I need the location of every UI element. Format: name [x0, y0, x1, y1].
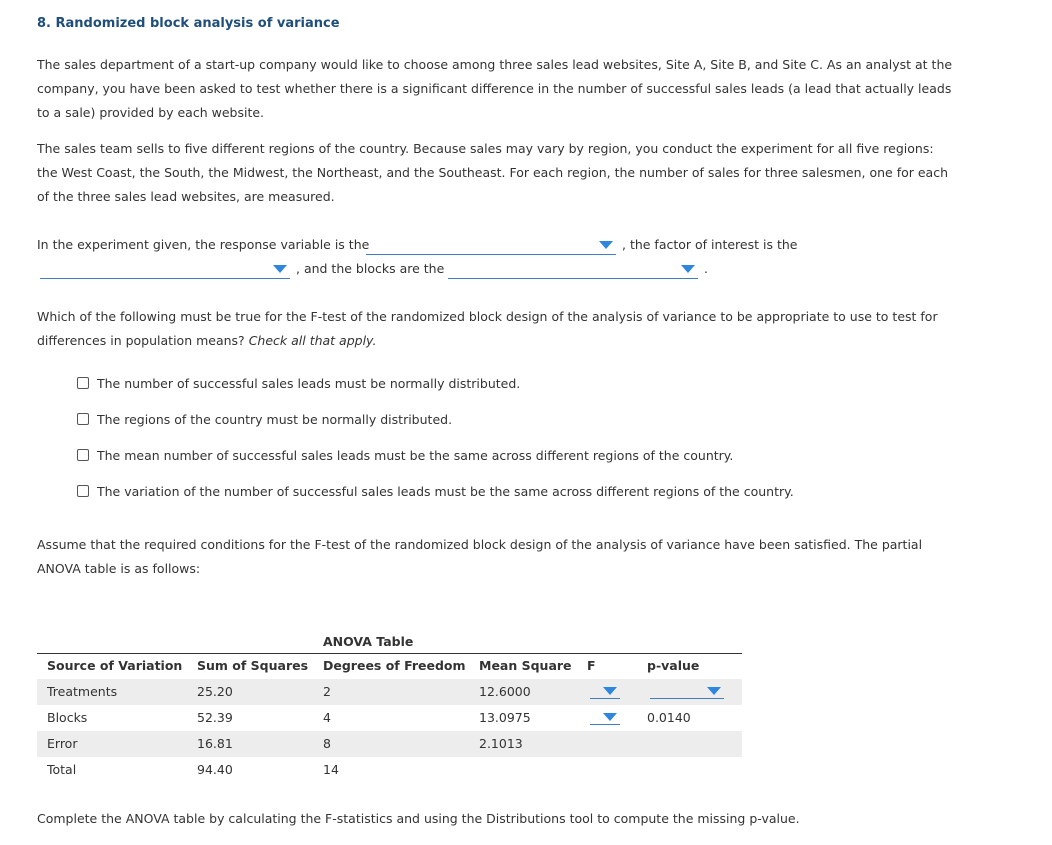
intro-paragraph-2: The sales team sells to five different regions of the country. Because sales may vary by region, you conduct the experiment for all five regions: the West Coast, the South, the Midwest, the Northeast, and the Southeast. For each region, the number of sales for three salesmen, one for each of the three sales lead websites, are measured. [37, 141, 948, 204]
cell-ss: 25.20 [197, 684, 233, 699]
header-p-value: p-value [647, 658, 700, 673]
sentence-period: . [704, 261, 708, 276]
chevron-down-icon [599, 241, 613, 249]
factor-of-interest-dropdown[interactable] [40, 260, 290, 279]
checkbox[interactable] [77, 485, 89, 497]
cell-source: Treatments [47, 684, 118, 699]
treatments-f-dropdown[interactable] [590, 682, 620, 699]
table-row [37, 705, 742, 731]
checkbox[interactable] [77, 377, 89, 389]
cell-source: Total [47, 762, 77, 777]
table-row [37, 679, 742, 705]
option-label: The regions of the country must be normally distributed. [97, 411, 453, 427]
cell-source: Blocks [47, 710, 88, 725]
cell-ms: 13.0975 [479, 710, 531, 725]
table-row [37, 731, 742, 757]
assumption-text: Assume that the required conditions for the F-test of the randomized block design of the analysis of variance have been satisfied. The partial ANOVA table is as follows: [37, 537, 923, 576]
response-variable-lead-text: In the experiment given, the response variable is the [37, 237, 370, 252]
question-text [37, 305, 957, 353]
cell-ms: 12.6000 [479, 684, 531, 699]
chevron-down-icon [603, 713, 617, 721]
cell-ms: 2.1013 [479, 736, 523, 751]
option-label: The number of successful sales leads must be normally distributed. [97, 375, 521, 391]
header-mean-square: Mean Square [479, 658, 572, 673]
blocks-lead-text: , and the blocks are the [296, 261, 445, 276]
checkbox[interactable] [77, 413, 89, 425]
cell-ss: 94.40 [197, 762, 233, 777]
header-sum-of-squares: Sum of Squares [197, 658, 309, 673]
factor-lead-text: , the factor of interest is the [622, 237, 798, 252]
header-degrees-of-freedom: Degrees of Freedom [323, 658, 466, 673]
cell-df: 4 [323, 710, 331, 725]
option-label: The mean number of successful sales leads must be the same across different regions of the country. [97, 447, 734, 463]
header-f: F [587, 658, 596, 673]
cell-source: Error [47, 736, 78, 751]
response-variable-dropdown[interactable] [366, 236, 616, 255]
chevron-down-icon [603, 687, 617, 695]
question-hint: Check all that apply. [248, 333, 377, 348]
intro-paragraph-1: The sales department of a start-up company would like to choose among three sales lead websites, Site A, Site B, and Site C. As an analyst at the company, you have been asked to test whether there is a significant difference in the number of successful sales leads (a lead that actually leads to a sale) provided by each website. [37, 57, 953, 120]
blocks-dropdown[interactable] [448, 260, 698, 279]
blocks-f-dropdown[interactable] [590, 708, 620, 725]
cell-df: 14 [323, 762, 339, 777]
cell-p-value: 0.0140 [647, 710, 691, 725]
header-source: Source of Variation [47, 658, 183, 673]
option-label: The variation of the number of successful sales leads must be the same across different regions of the country. [97, 483, 794, 499]
anova-table-title: ANOVA Table [323, 634, 414, 649]
chevron-down-icon [273, 265, 287, 273]
page-title: 8. Randomized block analysis of variance [37, 16, 340, 31]
chevron-down-icon [681, 265, 695, 273]
treatments-p-value-dropdown[interactable] [650, 682, 724, 699]
cell-df: 2 [323, 684, 331, 699]
cell-ss: 16.81 [197, 736, 233, 751]
cell-df: 8 [323, 736, 331, 751]
option-row[interactable] [77, 447, 733, 463]
table-row [37, 757, 742, 783]
option-row[interactable] [77, 483, 794, 499]
footer-instruction: Complete the ANOVA table by calculating the F-statistics and using the Distributions tool to compute the missing p-value. [37, 811, 800, 826]
question-body: Which of the following must be true for the F-test of the randomized block design of the analysis of variance to be appropriate to use to test for differences in population means? [37, 309, 938, 348]
table-header-row [37, 653, 742, 679]
option-row[interactable] [77, 375, 520, 391]
chevron-down-icon [707, 687, 721, 695]
cell-ss: 52.39 [197, 710, 233, 725]
checkbox[interactable] [77, 449, 89, 461]
option-row[interactable] [77, 411, 452, 427]
